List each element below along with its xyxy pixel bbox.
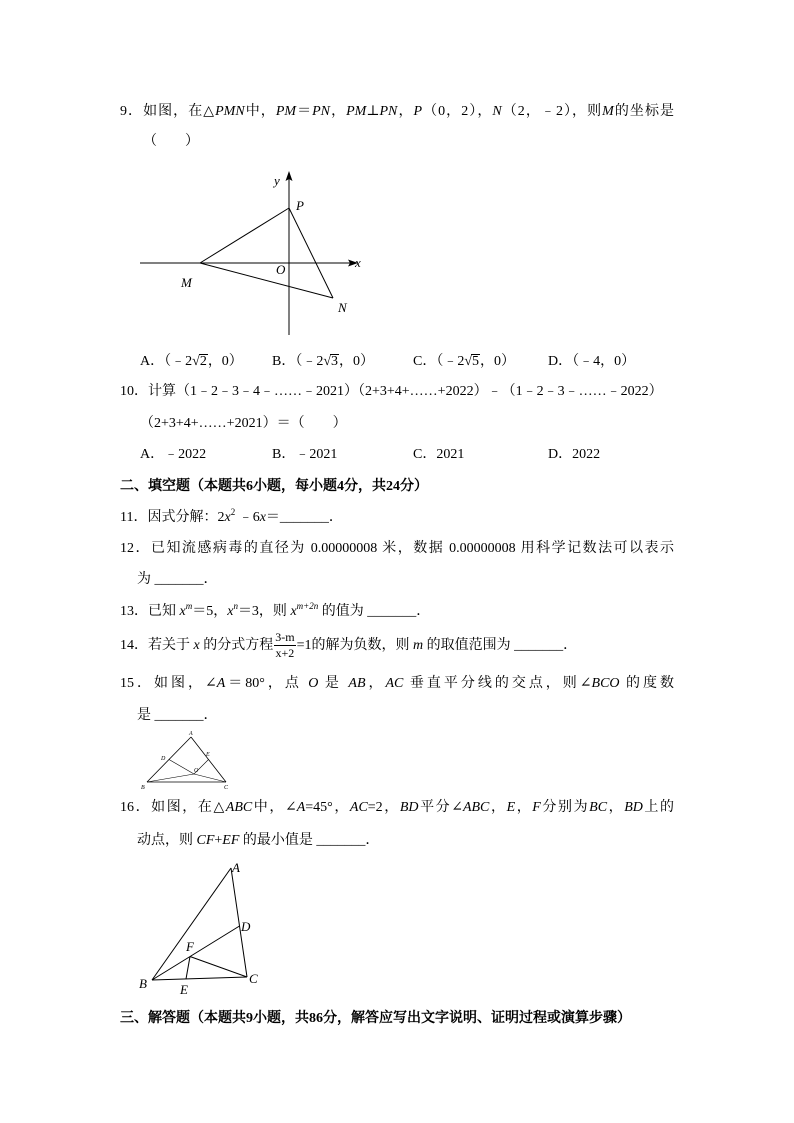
q16-text: =45°， xyxy=(305,800,350,815)
point-f-label: F xyxy=(186,939,194,954)
sqrt-symbol: √ xyxy=(192,354,200,369)
q16-var: BD xyxy=(399,800,419,815)
q14-var: x xyxy=(193,638,200,653)
point-c-label: C xyxy=(249,971,258,986)
q9-text: ⊥ xyxy=(366,104,380,119)
q9-var: PM xyxy=(275,104,297,119)
option-text: A．（﹣2 xyxy=(140,354,193,369)
q11-text: ﹣6 xyxy=(235,510,260,525)
q16-text: 中，∠ xyxy=(252,800,297,815)
q12-stem-line2: 为 _______． xyxy=(137,572,218,587)
q9-text: ， xyxy=(397,104,414,119)
q16-text: ， xyxy=(515,800,533,815)
q13-text: ＝3，则 xyxy=(237,604,291,619)
q9-text: 的坐标是 xyxy=(613,104,674,119)
q14-text: =1的解为负数，则 xyxy=(296,638,413,653)
segment-bd xyxy=(152,926,240,980)
q14-stem xyxy=(120,626,577,666)
q16-var: BC xyxy=(589,800,608,815)
point-n-label: N xyxy=(338,300,347,315)
fraction-numerator: 3-m xyxy=(275,630,295,645)
q11-stem xyxy=(120,508,343,528)
q16-text: 平分∠ xyxy=(418,800,463,815)
radicand: 5 xyxy=(472,354,480,369)
q16-triangle-figure xyxy=(135,858,265,1000)
q15-text: 的度数 xyxy=(619,676,675,691)
q11-text: ＝_______． xyxy=(265,510,343,525)
point-a-label: A xyxy=(232,860,240,875)
q11-var: x xyxy=(259,510,266,525)
q9-var: PMN xyxy=(215,104,245,119)
q15-text: ， xyxy=(365,676,386,691)
q13-stem xyxy=(120,602,430,622)
q16-text: 16．如图，在△ xyxy=(120,800,226,815)
y-axis-label: y xyxy=(274,173,280,188)
point-e-label: E xyxy=(180,982,188,997)
q9-answer-bracket: （ ） xyxy=(143,134,199,149)
q9-text: ＝ xyxy=(296,104,313,119)
q15-text: 垂直平分线的交点，则∠ xyxy=(403,676,592,691)
q9-option-a xyxy=(140,352,243,372)
origin-label: O xyxy=(276,262,286,277)
q15-stem-line2: 是 _______． xyxy=(137,708,218,723)
segment-do xyxy=(169,760,194,775)
q9-var: PM xyxy=(346,104,367,119)
q10-stem-line2: （2+3+4+……+2021）＝（ ） xyxy=(140,416,347,431)
q12-stem-line1: 12．已知流感病毒的直径为 0.00000008 米，数据 0.00000008 用科学记数法可以表示 xyxy=(120,541,674,556)
q16-text: 动点，则 xyxy=(137,833,197,848)
q15-text: ＝80°，点 xyxy=(225,676,309,691)
q16-text: =2， xyxy=(367,800,400,815)
segment-ab xyxy=(152,868,231,980)
q15-var: BCO xyxy=(591,676,620,691)
q9-text: （0，2）， xyxy=(422,104,493,119)
q13-exponent: n xyxy=(233,601,238,611)
option-text: ，0） xyxy=(480,354,516,369)
q9-text: ， xyxy=(330,104,347,119)
point-p-label: P xyxy=(296,198,304,213)
radicand: 3 xyxy=(331,354,339,369)
q14-fraction xyxy=(274,630,295,661)
q13-exponent: m xyxy=(185,601,193,611)
q9-var: PN xyxy=(379,104,398,119)
q9-var: M xyxy=(602,104,614,119)
q16-var: A xyxy=(296,800,306,815)
q9-coordinate-figure xyxy=(130,165,375,340)
q16-text: + xyxy=(214,833,223,848)
point-d-label: D xyxy=(161,756,166,762)
sqrt-symbol: √ xyxy=(464,354,473,369)
q14-var: m xyxy=(412,638,424,653)
q11-var: x xyxy=(224,510,231,525)
point-m-label: M xyxy=(181,275,192,290)
q15-text: 15．如图，∠ xyxy=(120,676,217,691)
q16-text: 的最小值是 _______． xyxy=(239,833,380,848)
q13-var: x xyxy=(227,604,234,619)
q14-text: 的取值范围为 _______． xyxy=(423,638,578,653)
section-3-heading: 三、解答题（本题共9小题，共86分，解答应写出文字说明、证明过程或演算步骤） xyxy=(120,1011,631,1026)
q13-var: x xyxy=(179,604,186,619)
q16-var: CF xyxy=(196,833,215,848)
point-b-label: B xyxy=(141,785,145,791)
segment-mn xyxy=(200,263,333,298)
q9-option-c xyxy=(413,352,515,372)
q9-var: PN xyxy=(312,104,331,119)
q16-text: 上的 xyxy=(642,800,675,815)
q10-option-b: B．﹣2021 xyxy=(272,447,338,462)
q13-text: ＝5， xyxy=(192,604,228,619)
q16-var: ABC xyxy=(462,800,490,815)
option-text: ，0） xyxy=(339,354,375,369)
q9-stem-line1 xyxy=(120,102,674,122)
option-text: ，0） xyxy=(207,354,243,369)
q13-var: x xyxy=(290,604,297,619)
q16-stem-line1 xyxy=(120,798,674,818)
point-e-label: E xyxy=(206,752,210,758)
q13-text: 13．已知 xyxy=(120,604,180,619)
point-c-label: C xyxy=(224,785,229,791)
q15-stem-line1 xyxy=(120,674,674,694)
q13-text: 的值为 _______． xyxy=(318,604,431,619)
q10-stem-line1: 10．计算（1﹣2﹣3﹣4﹣……﹣2021）（2+3+4+……+2022）﹣（1﹣2﹣3﹣……﹣2022） xyxy=(120,384,663,399)
q15-var: A xyxy=(216,676,226,691)
radicand: 2 xyxy=(199,354,207,369)
q15-text: 是 xyxy=(318,676,349,691)
q16-var: F xyxy=(532,800,541,815)
x-axis-label: x xyxy=(355,255,361,270)
q16-var: BD xyxy=(624,800,643,815)
q10-option-a: A．﹣2022 xyxy=(140,447,207,462)
point-a-label: A xyxy=(189,731,193,737)
q10-option-d: D．2022 xyxy=(548,447,601,462)
q16-var: AC xyxy=(349,800,368,815)
q16-text: ， xyxy=(489,800,507,815)
q9-option-b xyxy=(272,352,374,372)
option-text: B．（﹣2 xyxy=(272,354,324,369)
point-o-label: O xyxy=(194,768,199,774)
sqrt-symbol: √ xyxy=(323,354,332,369)
option-text: C．（﹣2 xyxy=(413,354,465,369)
q9-text: 中， xyxy=(244,104,276,119)
q9-text: （2，﹣2），则 xyxy=(501,104,603,119)
fraction-denominator: x+2 xyxy=(275,646,295,661)
q15-var: O xyxy=(308,676,319,691)
segment-bc xyxy=(152,977,247,980)
segment-pn xyxy=(289,208,333,298)
q16-text: ， xyxy=(607,800,625,815)
q16-stem-line2 xyxy=(137,831,379,851)
q14-text: 的分式方程 xyxy=(199,638,274,653)
q16-var: EF xyxy=(222,833,240,848)
point-b-label: B xyxy=(139,976,147,991)
q13-exponent: m+2n xyxy=(296,601,319,611)
q14-text: 14．若关于 xyxy=(120,638,194,653)
q9-var: P xyxy=(413,104,423,119)
q11-exponent: 2 xyxy=(230,507,236,517)
q11-text: 11．因式分解：2 xyxy=(120,510,225,525)
q15-var: AB xyxy=(348,676,366,691)
segment-fc xyxy=(190,957,247,978)
section-2-heading: 二、填空题（本题共6小题，每小题4分，共24分） xyxy=(120,479,428,494)
q16-text: 分别为 xyxy=(540,800,590,815)
q9-text: 9．如图，在△ xyxy=(120,104,216,119)
q10-option-c: C．2021 xyxy=(413,447,465,462)
segment-mp xyxy=(200,208,289,263)
q15-triangle-figure xyxy=(138,730,234,792)
point-d-label: D xyxy=(241,919,251,934)
q16-var: ABC xyxy=(225,800,253,815)
q15-var: AC xyxy=(385,676,404,691)
q9-var: N xyxy=(492,104,502,119)
q16-var: E xyxy=(506,800,516,815)
segment-fe xyxy=(186,957,190,980)
q9-option-d: D．（﹣4，0） xyxy=(548,354,636,369)
